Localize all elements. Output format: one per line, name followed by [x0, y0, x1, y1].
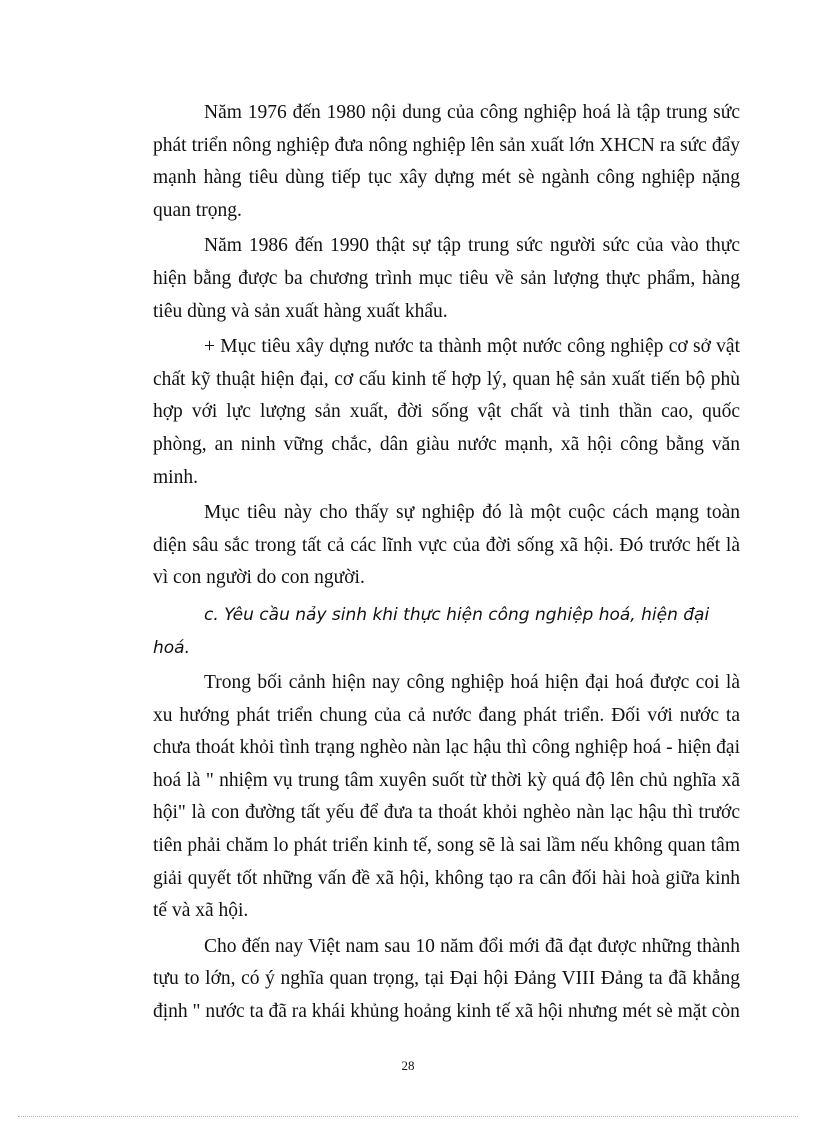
paragraph-1976-1980: Năm 1976 đến 1980 nội dung của công nghiệp hoá là tập trung sức phát triển nông nghiệp đưa nông nghiệp lên sản xuất lớn XHCN ra sức đẩy mạnh hàng tiêu dùng tiếp tục xây dựng mét sè ngành công nghiệp nặng quan trọng.	[153, 102, 740, 221]
paragraph-current-context: Trong bối cảnh hiện nay công nghiệp hoá hiện đại hoá được coi là xu hướng phát triển chung của cả nước đang phát triển. Đối với nước ta chưa thoát khỏi tình trạng nghèo nàn lạc hậu thì công nghiệp hoá - hiện đại hoá là " nhiệm vụ trung tâm xuyên suốt từ thời kỳ quá độ lên chủ nghĩa xã hội" là con đường tất yếu để đưa ta thoát khỏi nghèo nàn lạc hậu thì trước tiên phải chăm lo phát triển kinh tế, song sẽ là sai lầm nếu không quan tâm giải quyết tốt những vấn đề xã hội, không tạo ra cân đối hài hoà giữa kinh tế và xã hội.	[153, 672, 740, 922]
page-bottom-divider	[18, 1116, 798, 1117]
paragraph-comprehensive-revolution: Mục tiêu này cho thấy sự nghiệp đó là một cuộc cách mạng toàn diện sâu sắc trong tất cả các lĩnh vực của đời sống xã hội. Đó trước hết là vì con người do con người.	[153, 502, 740, 589]
page-number: 28	[401, 1058, 415, 1073]
section-heading-c: c. Yêu cầu nảy sinh khi thực hiện công nghiệp hoá, hiện đại hoá.	[153, 604, 710, 658]
paragraph-achievements: Cho đến nay Việt nam sau 10 năm đổi mới đã đạt được những thành tựu to lớn, có ý nghĩa quan trọng, tại Đại hội Đảng VIII Đảng ta đã khẳng định " nước ta đã ra khái khủng hoảng kinh tế xã hội nhưng mét sè mặt còn	[153, 935, 740, 1023]
paragraph-1986-1990: Năm 1986 đến 1990 thật sự tập trung sức người sức của vào thực hiện bằng được ba chương trình mục tiêu về sản lượng thực phẩm, hàng tiêu dùng và sản xuất hàng xuất khẩu.	[153, 235, 740, 322]
body-text	[153, 97, 740, 1029]
paragraph-objectives: + Mục tiêu xây dựng nước ta thành một nước công nghiệp cơ sở vật chất kỹ thuật hiện đại, cơ cấu kinh tế hợp lý, quan hệ sản xuất tiến bộ phù hợp với lực lượng sản xuất, đời sống vật chất và tinh thần cao, quốc phòng, an ninh vững chắc, dân giàu nước mạnh, xã hội công bằng văn minh.	[153, 336, 740, 488]
